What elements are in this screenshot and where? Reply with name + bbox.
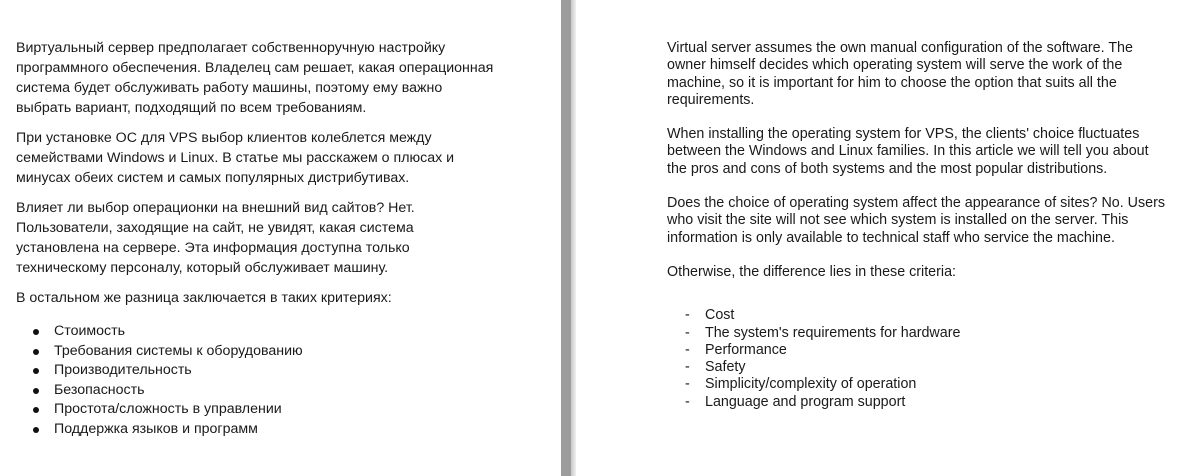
list-item [667, 307, 1180, 324]
paragraph: Виртуальный сервер предполагает собственноручную настройку программного обеспечения. Владелец сам решает, какая операционная система будет обслуживать работу машины, поэтому ему важно выбрать вариант, подходящий по всем требованиям. [16, 40, 494, 116]
dash-icon: - [685, 393, 690, 410]
list-item [16, 342, 558, 362]
page-left-russian [0, 0, 558, 476]
paragraph: When installing the operating system for VPS, the clients' choice fluctuates between the Windows and Linux families. In this article we will tell you about the pros and cons of both systems and the most popular distributions. [667, 126, 1149, 177]
paragraph: В остальном же разница заключается в таких критериях: [16, 290, 392, 306]
paragraph: Does the choice of operating system affect the appearance of sites? No. Users who visit the site will not see which system is installed on the server. This information is only available to technical staff who service the machine. [667, 195, 1166, 246]
list-item-text: Performance [705, 341, 787, 358]
list-item-text: Safety [705, 359, 746, 376]
bullet-icon [33, 407, 39, 413]
paragraph: Влияет ли выбор операционки на внешний вид сайтов? Нет. Пользователи, заходящие на сайт, не увидят, какая система установлена на сервере. Эта информация доступна только техническому персоналу, который обслуживает машину. [16, 200, 415, 276]
list-item-text: Требования системы к оборудованию [54, 342, 303, 359]
list-item-text: Стоимость [54, 323, 126, 339]
bullet-icon [33, 388, 39, 394]
paragraph: При установке ОС для VPS выбор клиентов колеблется между семействами Windows и Linux. В статье мы расскажем о плюсах и минусах обеих систем и самых популярных дистрибутивах. [16, 130, 455, 186]
list-item [16, 400, 558, 420]
dash-icon: - [685, 324, 690, 341]
bullet-icon [33, 427, 39, 433]
list-item-text: Поддержка языков и программ [54, 420, 258, 437]
dash-icon: - [685, 359, 690, 376]
list-item [16, 420, 558, 440]
list-item [667, 394, 1180, 411]
dash-icon: - [685, 341, 690, 358]
list-item-text: Простота/сложность в управлении [54, 401, 282, 418]
list-item-text: Cost [705, 307, 735, 324]
list-item [667, 325, 1180, 342]
dash-icon: - [685, 376, 690, 393]
criteria-list [667, 307, 1180, 411]
list-item [667, 376, 1180, 393]
list-item-text: Производительность [54, 362, 192, 379]
paragraph: Otherwise, the difference lies in these criteria: [667, 263, 956, 280]
list-item-text: Language and program support [705, 393, 906, 410]
list-item [16, 381, 558, 401]
list-item [667, 359, 1180, 376]
list-item-text: Simplicity/complexity of operation [705, 376, 917, 393]
list-item-text: Безопасность [54, 381, 145, 398]
list-item [16, 361, 558, 381]
page-divider [558, 0, 578, 476]
list-item-text: The system's requirements for hardware [705, 324, 961, 341]
dash-icon: - [685, 307, 690, 324]
list-item [667, 342, 1180, 359]
bullet-icon [33, 368, 39, 374]
bullet-icon [33, 349, 39, 355]
paragraph: Virtual server assumes the own manual configuration of the software. The owner himself decides which operating system will serve the work of the machine, so it is important for him to choose the option that suits all the requirements. [667, 40, 1133, 108]
bullet-icon [33, 329, 39, 335]
criteria-list [16, 322, 558, 440]
page-right-english [578, 0, 1180, 476]
list-item [16, 322, 558, 342]
